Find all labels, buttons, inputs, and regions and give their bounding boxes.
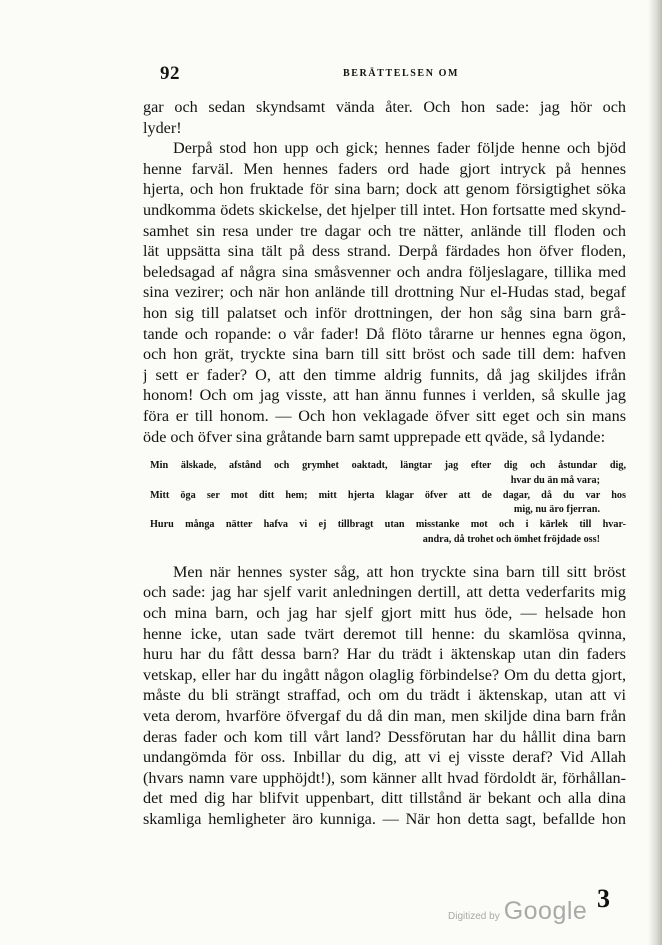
text-line: undkomma ödets skickelse, det hjelper till intet. Hon fortsatte med skynd- <box>143 200 626 219</box>
text-line: beledsagad af några sina småsvenner och andra följeslagare, tillika med <box>143 262 626 281</box>
text-line: henne farväl. Men hennes faders ord hade gjort intryck på hennes <box>143 159 626 178</box>
verse-line: hvar du än må vara; <box>510 474 600 486</box>
text-line: måste du bli strängt straffad, och om du trädt i äktenskap, utan att vi <box>143 686 626 705</box>
text-line: veta derom, hvarföre öfvergaf du då din man, men skiljde dina barn från <box>143 707 626 726</box>
text-line: hjerta, och hon fruktade för sina barn; dock att genom försigtighet söka <box>143 180 626 199</box>
text-line: föra er till honom. — Och hon veklagade öfver sitt eget och sin mans <box>143 406 626 425</box>
text-line: deras fader och kom till vårt land? Dessförutan har du hållit dina barn <box>143 727 626 746</box>
text-line: sina vezirer; och när hon anlände till drottning Nur el-Hudas stad, begaf <box>143 283 626 302</box>
text-line: Men när hennes syster såg, att hon tryckte sina barn till sitt bröst <box>173 562 626 581</box>
text-line: tande och ropande: o vår fader! Då flöto tårarne ur hennes egna ögon, <box>143 324 626 343</box>
text-line: lyder! <box>143 118 182 137</box>
text-line: vetskap, eller har du ingått någon olaglig förbindelse? Om du detta gjort, <box>143 665 626 684</box>
text-line: undangömda för oss. Inbillar du dig, att vi ej visste deraf? Vid Allah <box>143 748 626 767</box>
paragraph-3 <box>143 562 626 830</box>
text-line: det med dig har blifvit uppenbart, ditt tillstånd är bekant och alla dina <box>143 789 626 808</box>
digitized-label: Digitized by <box>448 911 500 922</box>
verse-line: andra, då trohet och ömhet fröjdade oss! <box>422 534 600 546</box>
verse-line: Min älskade, afstånd och grymhet oaktadt, längtar jag efter dig och åstundar dig, <box>150 460 626 472</box>
digitized-watermark <box>448 897 587 926</box>
verse-line: Mitt öga ser mot ditt hem; mitt hjerta klagar öfver att de dagar, då du var hos <box>150 489 626 501</box>
text-line: och hon grät, tryckte sina barn till sitt bröst och sade till dem: hafven <box>143 345 626 364</box>
text-line: huru har du fått dessa barn? Har du trädt i äktenskap utan din faders <box>143 645 626 664</box>
text-line: gar och sedan skyndsamt vända åter. Och hon sade: jag hör och <box>143 98 626 116</box>
text-line: skamliga hemligheter äro kunniga. — När hon detta sagt, befallde hon <box>143 810 626 828</box>
signature-mark: 3 <box>597 884 610 913</box>
page-number: 92 <box>160 63 180 84</box>
verse-line: Huru många nätter hafva vi ej tillbragt utan misstanke mot och i kärlek till hvar- <box>150 519 626 531</box>
running-title: BERÄTTELSEN OM <box>343 68 460 79</box>
text-line: och sade: jag har sjelf varit anledningen dertill, att detta vederfarits mig <box>143 583 626 602</box>
text-line: hon sig till palatset och inför drottningen, der hon såg sina barn grå- <box>143 303 626 322</box>
body-text <box>143 97 626 830</box>
text-line: och mina barn, och jag har sjelf gjort mitt hus öde, — helsade hon <box>143 604 626 623</box>
page-header <box>160 63 600 85</box>
text-line: samhet sin resa under tre dagar och tre nätter, anlände till floden och <box>143 221 626 240</box>
page-edge <box>648 0 662 945</box>
text-line: öde och öfver sina gråtande barn samt upprepade ett qväde, så lydande: <box>143 427 606 446</box>
google-wordmark: Google <box>503 897 588 925</box>
text-line: henne icke, utan sade tvärt deremot till henne: du skamlösa qvinna, <box>143 624 626 643</box>
paragraph-2 <box>143 138 626 447</box>
text-line: Derpå stod hon upp och gick; hennes fader följde henne och bjöd <box>173 139 626 158</box>
text-line: j sett er fader? O, att den timme aldrig funnits, då jag skiljdes ifrån <box>143 365 626 384</box>
text-line: honom! Och om jag visste, att han ännu funnes i verlden, så skulle jag <box>143 386 626 405</box>
poem-verse <box>143 459 626 548</box>
paragraph-1 <box>143 97 626 138</box>
text-line: lät uppsätta sina tält på dess strand. Derpå färdades hon öfver floden, <box>143 242 626 261</box>
text-line: (hvars namn vare upphöjdt!), som känner allt hvad fördoldt är, förhållan- <box>143 768 626 787</box>
verse-line: mig, nu äro fjerran. <box>513 504 600 516</box>
